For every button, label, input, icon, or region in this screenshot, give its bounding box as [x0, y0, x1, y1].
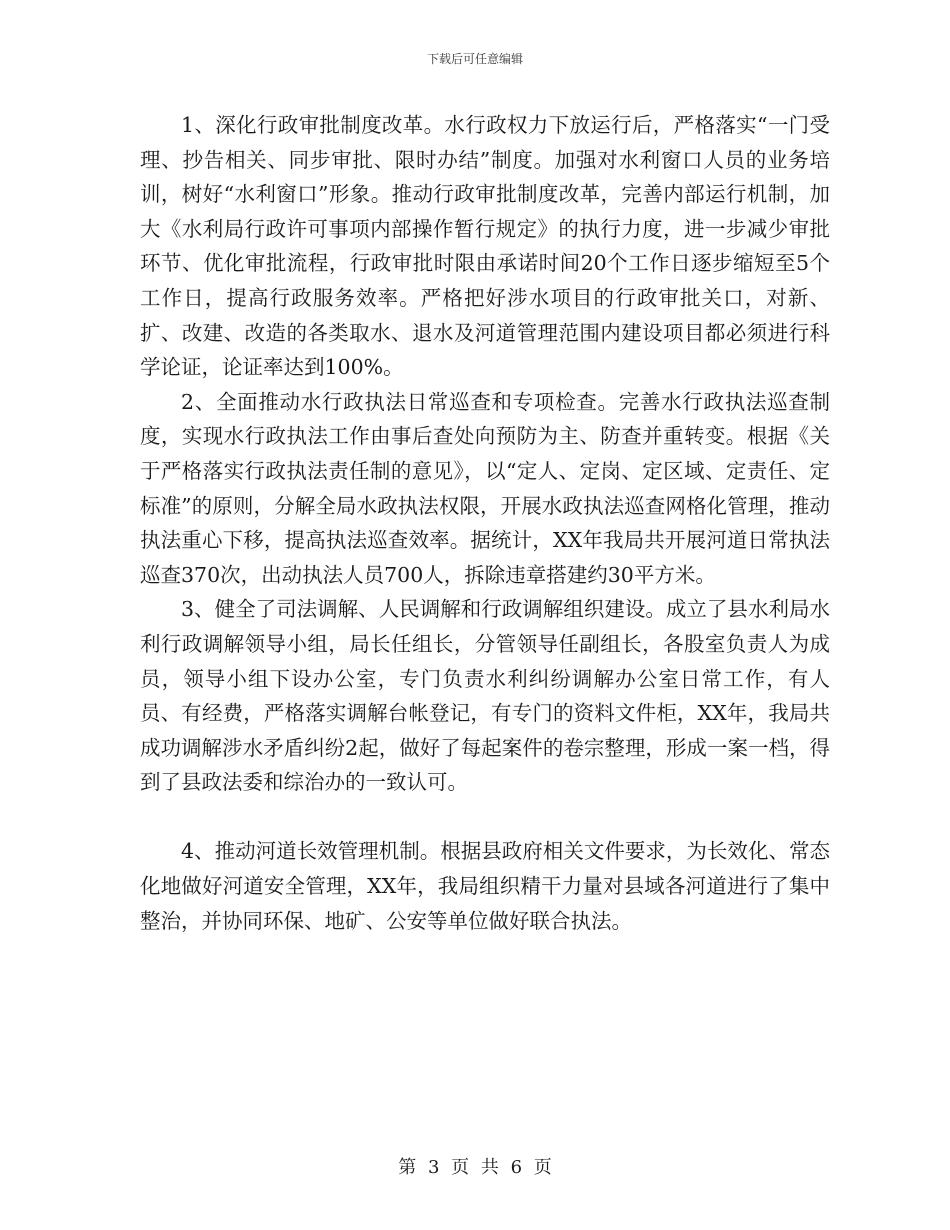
paragraph-3: 3、健全了司法调解、人民调解和行政调解组织建设。成立了县水利局水利行政调解领导小组，局长任组长，分管领导任副组长，各股室负责人为成员，领导小组下设办公室，专门负责水利纠纷调解办公室日常工作，有人员、有经费，严格落实调解台帐登记，有专门的资料文件柜，XX年，我局共成功调解涉水矛盾纠纷2起，做好了每起案件的卷宗整理，形成一案一档，得到了县政法委和综治办的一致认可。 — [140, 597, 830, 795]
paragraph-2: 2、全面推动水行政执法日常巡查和专项检查。完善水行政执法巡查制度，实现水行政执法工作由事后查处向预防为主、防查并重转变。根据《关于严格落实行政执法责任制的意见》，以“定人、定岗、定区域、定责任、定标准”的原则，分解全局水政执法权限，开展水政执法巡查网格化管理，推动执法重心下移，提高执法巡查效率。据统计，XX年我局共开展河道日常执法巡查370次，出动执法人员700人，拆除违章搭建约30平方米。 — [140, 389, 830, 587]
page-header: 下载后可任意编辑 — [426, 52, 523, 66]
paragraph-1: 1、深化行政审批制度改革。水行政权力下放运行后，严格落实“一门受理、抄告相关、同步审批、限时办结”制度。加强对水利窗口人员的业务培训，树好“水利窗口”形象。推动行政审批制度改革，完善内部运行机制，加大《水利局行政许可事项内部操作暂行规定》的执行力度，进一步减少审批环节、优化审批流程，行政审批时限由承诺时间20个工作日逐步缩短至5个工作日，提高行政服务效率。严格把好涉水项目的行政审批关口，对新、扩、改建、改造的各类取水、退水及河道管理范围内建设项目都必须进行科学论证，论证率达到100%。 — [140, 113, 830, 380]
paragraph-4: 4、推动河道长效管理机制。根据县政府相关文件要求，为长效化、常态化地做好河道安全管理，XX年，我局组织精干力量对县域各河道进行了集中整治，并协同环保、地矿、公安等单位做好联合执法。 — [140, 839, 830, 933]
page-number: 第 3 页 共 6 页 — [398, 1157, 552, 1178]
document-body — [140, 108, 830, 938]
